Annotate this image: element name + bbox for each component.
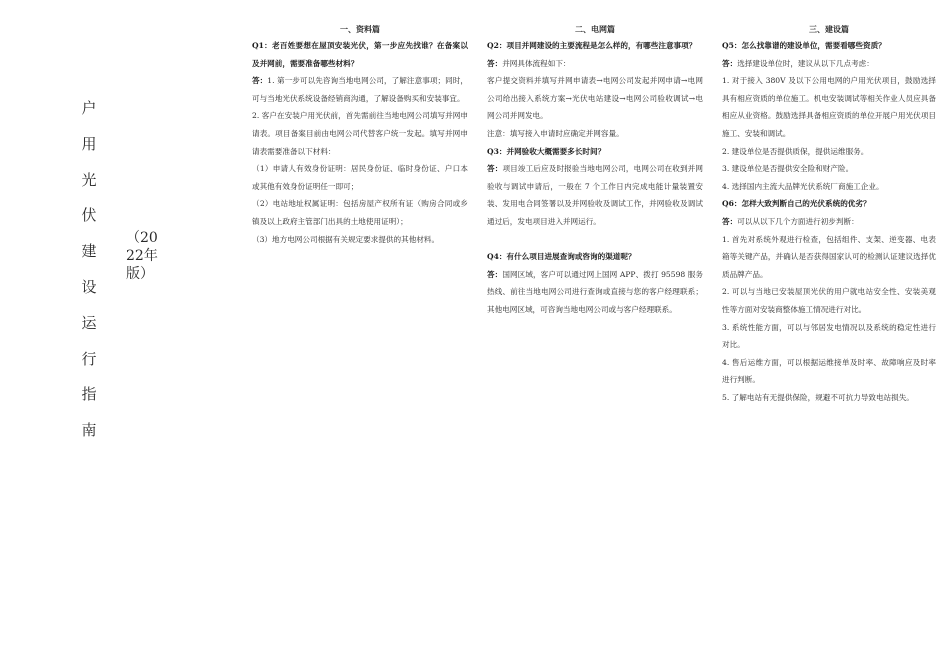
answer-q6-item3: 3. 系统性能方面，可以与邻居发电情况以及系统的稳定性进行对比。 [722,322,936,350]
answer-q5-intro [722,55,936,73]
answer-q1-part1 [252,72,468,107]
section-grid [487,22,703,319]
answer-q6-item5: 5. 了解电站有无提供保险，规避不可抗力导致电站损失。 [722,392,914,402]
section-heading: 二、电网篇 [575,24,615,34]
answer-text: 可以从以下几个方面进行初步判断： [737,216,859,226]
answer-q6-item2: 2. 可以与当地已安装屋顶光伏的用户就电站安全性、安装美观性等方面对安装商整体施工情况进行对比。 [722,287,936,314]
title-char: 指 [81,385,97,404]
spacer [487,231,703,249]
section-heading: 一、资料篇 [340,24,380,34]
answer-q6-item4: 4. 售后运维方面，可以根据运维接单及时率、故障响应及时率进行判断。 [722,357,936,385]
answer-q1-item3: （3）地方电网公司根据有关规定要求提供的其他材料。 [252,234,440,244]
answer-q5-item1: 1. 对于接入 380V 及以下公用电网的户用光伏项目，鼓励选择具有相应资质的单位施工。机电安装调试等相关作业人员应具备相应从业资格。鼓励选择具备相应资质的单位开展户用光伏项目施工、安装和调试。 [722,76,936,138]
answer-q5-item4: 4. 选择国内主流大品牌光伏系统厂商施工企业。 [722,181,884,191]
vertical-title [78,98,100,456]
answer-label: 答： [487,164,503,174]
question-q1: Q1：老百姓要想在屋顶安装光伏，第一步应先找谁？在备案以及并网前，需要准备哪些材料？ [252,41,468,68]
answer-label: 答： [722,58,738,68]
answer-text: 并网具体流程如下： [502,58,571,68]
title-char: 用 [81,134,97,153]
answer-label: 答： [487,58,503,68]
title-char: 建 [81,242,97,261]
title-char: 运 [81,313,97,332]
answer-q1-item1: （1）申请人有效身份证明：居民身份证、临时身份证、户口本或其他有效身份证明任一即可； [252,164,468,191]
section-heading: 三、建设篇 [809,24,849,34]
answer-label: 答： [252,76,268,86]
answer-text: 国网区域，客户可以通过网上国网 APP、拨打 95598 服务热线、前往当地电网公司进行查询或直接与您的客户经理联系；其他电网区域，可咨询当地电网公司或与客户经理联系。 [487,269,703,314]
answer-q6-intro [722,213,936,231]
question-q3: Q3：并网验收大概需要多长时间？ [487,146,606,156]
question-q4: Q4：有什么项目进展查询或咨询的渠道呢？ [487,252,636,262]
answer-q3 [487,160,703,230]
title-char: 伏 [81,206,97,225]
title-char: 户 [81,99,97,117]
question-q6: Q6：怎样大致判断自己的光伏系统的优劣？ [722,199,871,209]
question-q2: Q2：项目并网建设的主要流程是怎么样的，有哪些注意事项？ [487,41,697,50]
answer-q2-note: 注意：填写接入申请时应确定并网容量。 [487,128,624,138]
answer-label: 答： [487,269,503,279]
section-materials [252,22,468,248]
answer-text: 1. 第一步可以先咨询当地电网公司，了解注意事项；同时，可与当地光伏系统设备经销商沟通，了解设备购买和安装事宜。 [252,76,469,103]
title-char: 光 [81,170,97,189]
answer-q1-item2: （2）电站地址权属证明：包括房屋产权所有证（购房合同或乡镇及以上政府主管部门出具的土地使用证明）； [252,199,468,226]
answer-text: 选择建设单位时，建议从以下几点考虑： [737,58,874,68]
answer-q2-intro [487,55,703,73]
answer-q4 [487,266,703,319]
edition-label: （2022年版） [126,230,158,282]
answer-q5-item3: 3. 建设单位是否提供安全险和财产险。 [722,164,854,174]
answer-text: 项目竣工后应及时报验当地电网公司，电网公司在收到并网验收与调试申请后，一般在 7 个工作日内完成电能计量装置安装、发用电合同签署以及并网验收及调试工作，并网验收及调试通过后，发电项目进入并网运行。 [487,164,703,226]
title-char: 南 [81,421,97,440]
answer-q6-item1: 1. 首先对系统外观进行检查，包括组件、支架、逆变器、电表箱等关键产品，并确认是否获得国家认可的检测认证建议选择优质品牌产品。 [722,234,936,279]
question-q5: Q5：怎么找靠谱的建设单位，需要看哪些资质？ [722,41,886,50]
section-construction [722,22,936,406]
answer-q5-item2: 2. 建设单位是否提供质保，提供运维服务。 [722,146,869,156]
title-char: 设 [81,277,97,296]
title-char: 行 [81,349,97,368]
answer-label: 答： [722,216,738,226]
answer-q1-part2: 2. 客户在安装户用光伏前，首先需前往当地电网公司填写并网申请表。项目备案目前由电网公司代替客户统一发起。填写并网申请表需要准备以下材料： [252,111,468,156]
answer-q2-flow: 客户提交资料并填写并网申请表→电网公司发起并网申请→电网公司给出接入系统方案→光伏电站建设→电网公司验收调试→电网公司并网发电。 [487,76,703,121]
